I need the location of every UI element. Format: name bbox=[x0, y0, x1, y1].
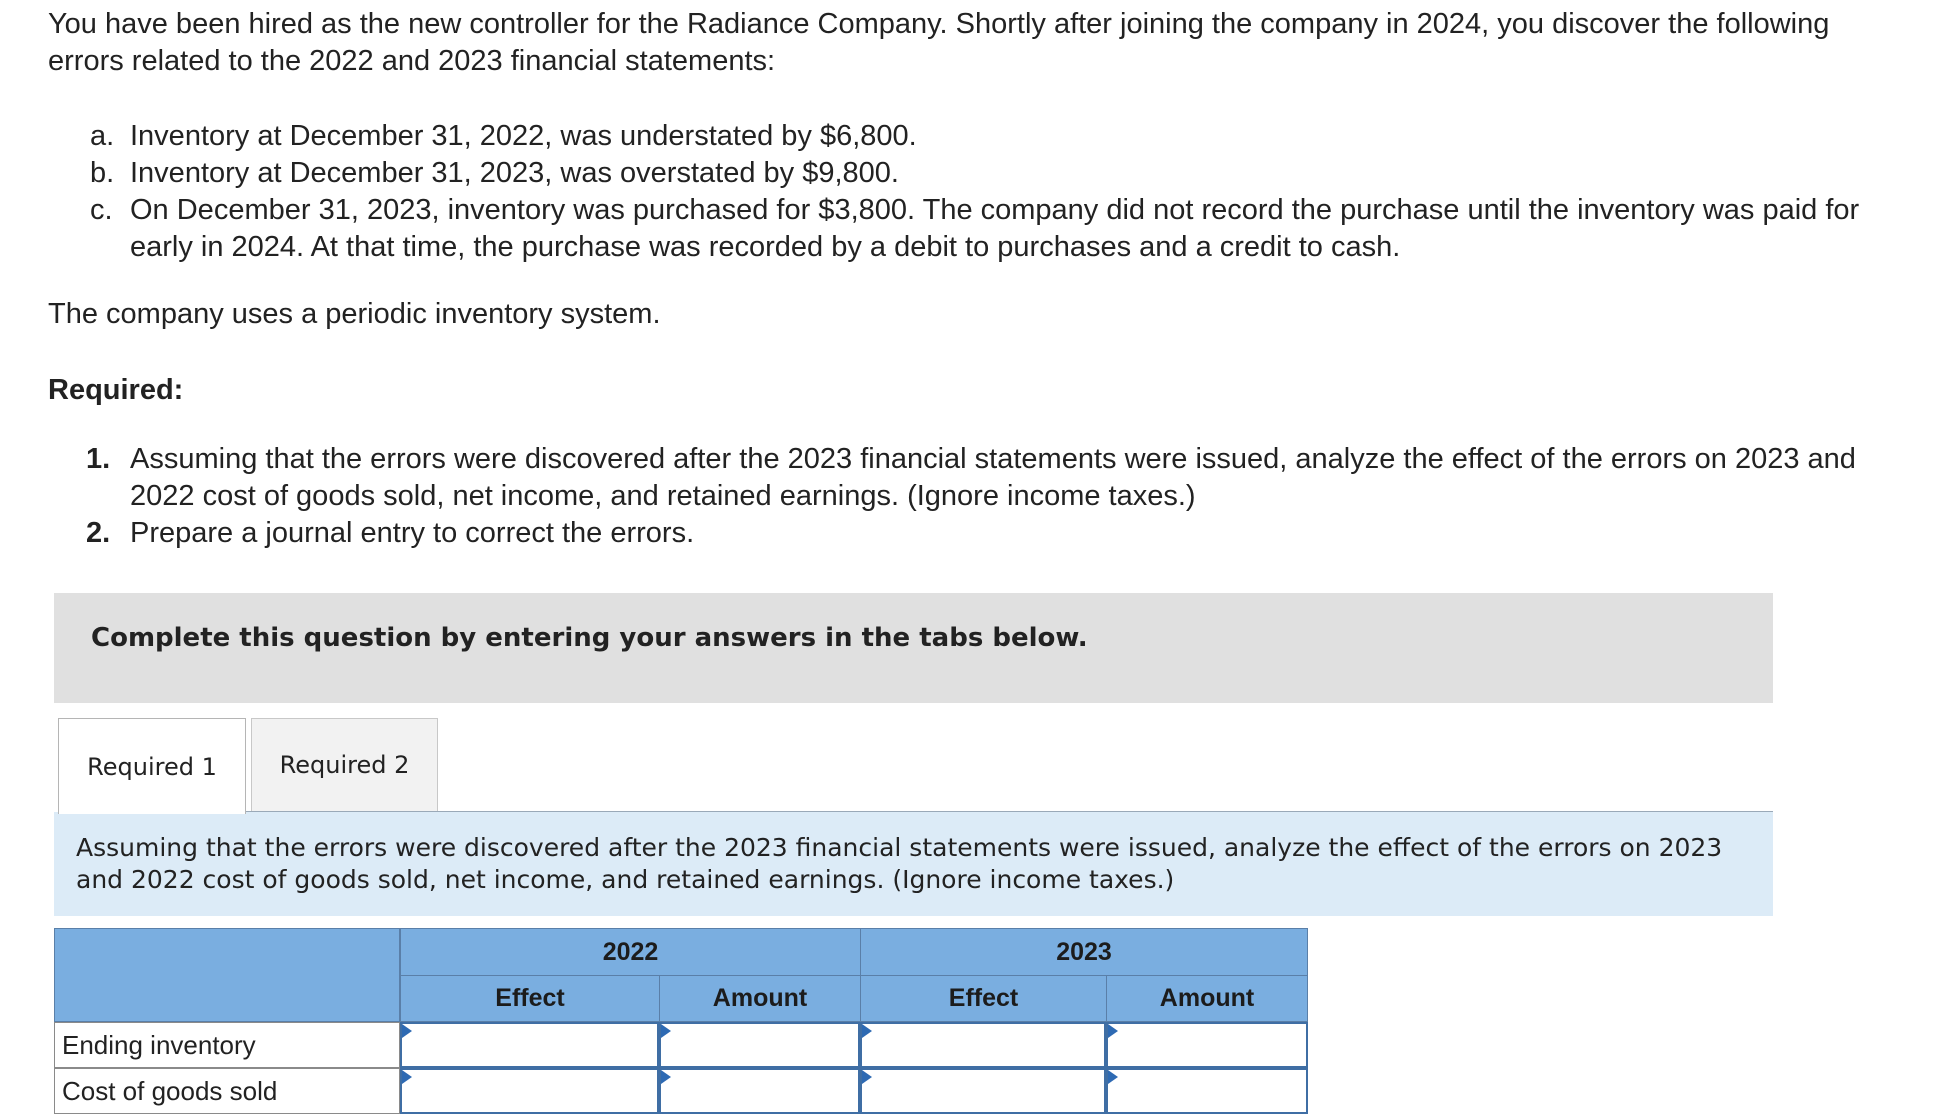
error-text: Inventory at December 31, 2022, was understated by $6,800. bbox=[130, 120, 917, 152]
dropdown-marker-icon bbox=[862, 1070, 872, 1084]
requirement-item-2 bbox=[80, 515, 1920, 552]
row-label-ending-inventory: Ending inventory bbox=[54, 1022, 400, 1068]
input-cogs-amount-2022[interactable] bbox=[659, 1068, 860, 1114]
tab-required-1[interactable]: Required 1 bbox=[58, 718, 246, 814]
cell-input[interactable] bbox=[661, 1024, 858, 1066]
requirement-marker: 2. bbox=[86, 517, 111, 549]
error-item-c bbox=[82, 192, 1922, 266]
error-marker: b. bbox=[90, 157, 115, 189]
table-corner-header bbox=[54, 928, 400, 1022]
error-marker: a. bbox=[90, 120, 115, 152]
requirement-item-1 bbox=[80, 441, 1920, 515]
cell-input[interactable] bbox=[862, 1024, 1104, 1066]
instructions-banner bbox=[54, 593, 1773, 703]
input-cogs-effect-2023[interactable] bbox=[860, 1068, 1106, 1114]
col-header-amount-2022: Amount bbox=[659, 975, 861, 1022]
input-ending-inventory-effect-2023[interactable] bbox=[860, 1022, 1106, 1068]
requirement-text: Prepare a journal entry to correct the errors. bbox=[130, 517, 695, 549]
input-cogs-effect-2022[interactable] bbox=[400, 1068, 659, 1114]
system-note: The company uses a periodic inventory system. bbox=[48, 298, 661, 330]
dropdown-marker-icon bbox=[402, 1024, 412, 1038]
dropdown-marker-icon bbox=[1108, 1024, 1118, 1038]
cell-input[interactable] bbox=[402, 1070, 657, 1112]
year-header-2022: 2022 bbox=[400, 928, 861, 976]
dropdown-marker-icon bbox=[1108, 1070, 1118, 1084]
cell-input[interactable] bbox=[402, 1024, 657, 1066]
requirements-list bbox=[80, 441, 1920, 552]
error-marker: c. bbox=[90, 194, 113, 226]
banner-text: Complete this question by entering your answers in the tabs below. bbox=[91, 623, 1088, 653]
error-item-a bbox=[82, 118, 1922, 155]
requirement-marker: 1. bbox=[86, 443, 111, 475]
year-header-2023: 2023 bbox=[860, 928, 1308, 976]
input-ending-inventory-amount-2022[interactable] bbox=[659, 1022, 860, 1068]
dropdown-marker-icon bbox=[862, 1024, 872, 1038]
dropdown-marker-icon bbox=[661, 1070, 671, 1084]
row-label-cost-of-goods-sold: Cost of goods sold bbox=[54, 1068, 400, 1114]
errors-list bbox=[82, 118, 1922, 266]
input-ending-inventory-amount-2023[interactable] bbox=[1106, 1022, 1308, 1068]
error-text: Inventory at December 31, 2023, was overstated by $9,800. bbox=[130, 157, 899, 189]
input-cogs-amount-2023[interactable] bbox=[1106, 1068, 1308, 1114]
tab-required-2[interactable]: Required 2 bbox=[251, 718, 438, 812]
input-ending-inventory-effect-2022[interactable] bbox=[400, 1022, 659, 1068]
cell-input[interactable] bbox=[661, 1070, 858, 1112]
dropdown-marker-icon bbox=[661, 1024, 671, 1038]
tab-instruction-text: Assuming that the errors were discovered after the 2023 financial statements were issued, analyze the effect of the errors on 2023 and 2022 cost of goods sold, net income, and retained earnings. (Ignore income taxes.) bbox=[76, 833, 1723, 894]
error-text: On December 31, 2023, inventory was purchased for $3,800. The company did not record the purchase until the inventory was paid for early in 2024. At that time, the purchase was recorded by a debit to purchases and a credit to cash. bbox=[130, 194, 1860, 263]
intro-paragraph: You have been hired as the new controller for the Radiance Company. Shortly after joining the company in 2024, you discover the following errors related to the 2022 and 2023 financial statements: bbox=[48, 8, 1830, 77]
required-heading: Required: bbox=[48, 374, 184, 406]
col-header-effect-2023: Effect bbox=[860, 975, 1107, 1022]
col-header-amount-2023: Amount bbox=[1106, 975, 1308, 1022]
cell-input[interactable] bbox=[1108, 1024, 1306, 1066]
requirement-text: Assuming that the errors were discovered after the 2023 financial statements were issued, analyze the effect of the errors on 2023 and 2022 cost of goods sold, net income, and retained earnings. (Ignore income taxes.) bbox=[130, 443, 1856, 512]
cell-input[interactable] bbox=[1108, 1070, 1306, 1112]
col-header-effect-2022: Effect bbox=[400, 975, 660, 1022]
tab-instruction-panel bbox=[54, 812, 1773, 916]
dropdown-marker-icon bbox=[402, 1070, 412, 1084]
cell-input[interactable] bbox=[862, 1070, 1104, 1112]
error-item-b bbox=[82, 155, 1922, 192]
